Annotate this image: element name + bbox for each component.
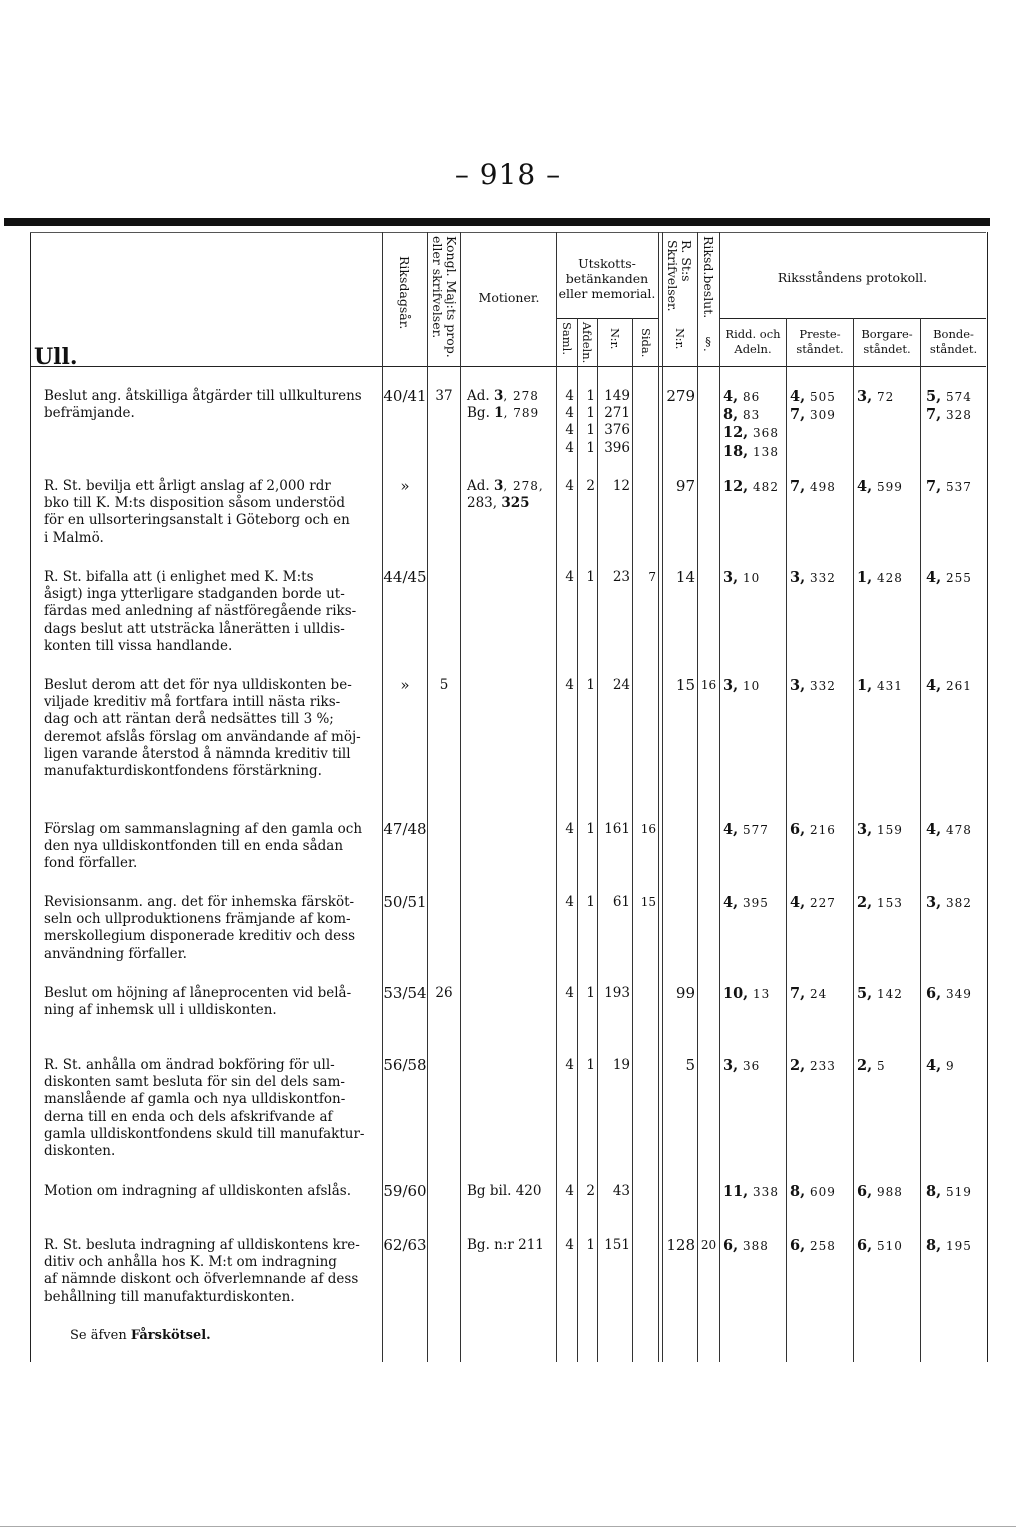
ridd-cell [723,478,779,496]
bonde-cell-value: 4, 261 [926,677,972,694]
col-line-6 [597,318,598,1362]
preste-cell-value: 6, 216 [790,821,836,838]
col-line-12 [853,318,854,1362]
ridd-cell-value: 6, 388 [723,1237,769,1254]
preste-cell-value: 8, 609 [790,1183,836,1200]
entry-text [44,1057,378,1160]
afd-cell-value: 2 [586,478,595,494]
nr-cell-value: 193 [604,985,630,1001]
entry-line: den nya ulldiskontfonden till en enda sådan [44,838,344,855]
saml-cell-value: 4 [565,1183,574,1199]
entry-text [44,985,378,1019]
header-rst-line1: R. St:s [679,240,694,282]
col-line-13 [920,318,921,1362]
bonde-cell [926,1237,972,1255]
header-top-line [30,232,986,233]
year-cell: » [400,477,410,495]
afd-cell-value: 2 [586,1183,595,1199]
preste-cell-value: 3, 332 [790,677,836,694]
motion-line: Ad. 3, 278, [467,478,544,494]
entry-line: dags beslut att utsträcka lånerätten i ulldis- [44,620,345,637]
afd-cell [578,985,595,1002]
ridd-cell [723,1057,760,1075]
afd-cell [578,1183,595,1200]
saml-cell-value: 4 [565,405,574,422]
preste-cell [790,388,836,424]
preste-cell [790,677,836,695]
afd-cell-value: 1 [586,821,595,837]
entry-text [44,478,378,547]
preste-cell [790,1183,836,1201]
year-cell: 56/58 [383,1056,427,1074]
afd-cell [578,821,595,838]
nr-cell-value: 12 [612,478,630,494]
col-line-8 [658,232,659,1362]
borgare-cell-value: 5, 142 [857,985,903,1002]
preste-cell [790,821,836,839]
preste-cell-value: 7, 309 [790,406,836,424]
year-cell: 62/63 [383,1236,427,1254]
saml-cell [557,821,574,838]
saml-cell [557,1183,574,1200]
ridd-cell-value: 12, 368 [723,424,779,442]
ridd-cell [723,569,760,587]
nr-cell [598,985,630,1002]
entry-line: Beslut ang. åtskilliga åtgärder till ullkulturens [44,388,362,404]
saml-cell-value: 4 [565,439,574,456]
section-title: Ull. [34,344,78,370]
saml-cell [557,569,574,586]
ridd-cell-value: 4, 577 [723,821,769,838]
entry-text [44,821,378,873]
bonde-cell-value: 5, 574 [926,388,972,405]
saml-cell [557,388,574,457]
nr-cell-value: 161 [604,821,630,837]
motion-cell [467,1183,541,1200]
bonde-cell-value: 7, 537 [926,478,972,495]
preste-cell-value: 2, 233 [790,1057,836,1074]
bonde-cell-value: 4, 478 [926,821,972,838]
year-cell: 40/41 [383,387,427,405]
ridd-cell [723,1237,769,1255]
bonde-cell-value: 7, 328 [926,406,972,424]
preste-cell [790,1237,836,1255]
nr-cell [598,478,630,495]
entry-line: Beslut derom att det för nya ulldiskonten be- [44,677,352,693]
preste-cell-value: 7, 498 [790,478,836,495]
nr-cell-value: 43 [612,1183,630,1199]
entry-line: ning af inhemsk ull i ulldiskonten. [44,1002,277,1019]
nr-cell-value: 24 [612,677,630,693]
header-utskotts-line1: Utskotts- [578,256,636,271]
borgare-cell [857,569,903,587]
borgare-cell [857,821,903,839]
bonde-cell-value: 8, 195 [926,1237,972,1254]
header-kongl-line1: Kongl. Maj:ts prop. [444,236,459,358]
ridd-cell [723,821,769,839]
col-line-10 [719,232,720,1362]
header-preste-line1: Preste- [799,327,841,341]
saml-cell [557,985,574,1002]
saml-cell-value: 4 [565,677,574,693]
entry-text [44,1237,378,1306]
see-also [70,1328,211,1343]
entry-line: R. St. anhålla om ändrad bokföring för ull- [44,1057,335,1073]
bonde-cell [926,677,972,695]
saml-cell [557,1237,574,1254]
entry-line: af nämnde diskont och öfverlemnande af dess [44,1271,359,1288]
entry-line: behållning till manufakturdiskonten. [44,1288,295,1305]
year-cell: 44/45 [383,568,427,586]
rst-cell: 279 [666,387,695,405]
bonde-cell [926,388,972,424]
saml-cell-value: 4 [565,422,574,439]
header-borgare [854,327,920,357]
afd-cell-value: 1 [586,1057,595,1073]
entry-line: viljade kreditiv må fortfara intill nästa riks- [44,694,341,711]
ridd-cell-value: 3, 36 [723,1057,761,1074]
ridd-cell-value: 18, 138 [723,442,779,460]
afd-cell [578,1057,595,1074]
header-utskotts-line3: eller memorial. [558,286,656,301]
prop-cell: 5 [439,677,449,693]
entry-line: deremot afslås förslag om användande af möj- [44,728,361,745]
bonde-cell [926,821,972,839]
ridd-cell [723,388,779,461]
col-line-3 [460,232,461,1362]
saml-cell [557,1057,574,1074]
motion-cell [467,388,539,422]
header-kongl [430,236,458,358]
borgare-cell [857,478,903,496]
motion-cell [467,1237,544,1254]
page-number: – 918 – [454,158,562,191]
header-utskotts [556,256,658,301]
nr-cell [598,1183,630,1200]
afd-cell [578,569,595,586]
col-line-5 [577,318,578,1362]
see-also-ref: Fårskötsel. [130,1328,211,1343]
rst-cell: 128 [666,1236,695,1254]
year-cell: 50/51 [383,893,427,911]
ridd-cell [723,985,770,1003]
entry-text [44,388,378,422]
entry-line: diskonten. [44,1143,116,1160]
nr-cell [598,894,630,911]
bonde-cell [926,478,972,496]
header-ridd-line2: Adeln. [734,342,772,356]
afd-cell-value: 1 [586,677,595,693]
header-utskotts-line2: betänkanden [565,271,649,286]
afd-cell-value: 1 [586,405,595,422]
preste-cell [790,985,827,1003]
borgare-cell [857,677,903,695]
ridd-cell-value: 4, 86 [723,388,761,405]
borgare-cell-value: 2, 153 [857,894,903,911]
entry-line: fond förfaller. [44,855,138,872]
rst-cell: 99 [675,984,695,1002]
col-line-7 [632,318,633,1362]
preste-cell [790,894,836,912]
borgare-cell-value: 4, 599 [857,478,903,495]
borgare-cell [857,388,894,406]
see-also-prefix: Se äfven [70,1328,127,1343]
nr-cell [598,569,630,586]
nr-cell-value: 23 [612,569,630,585]
motion-line: Ad. 3, 278 [467,388,539,404]
bonde-cell [926,1057,955,1075]
bonde-cell [926,894,972,912]
entry-line: befrämjande. [44,405,135,422]
entry-line: användning förfaller. [44,945,187,962]
borgare-cell-value: 2, 5 [857,1057,886,1074]
borgare-cell-value: 1, 431 [857,677,903,694]
rst-cell: 15 [675,676,695,694]
header-nr: N:r. [608,328,622,350]
saml-cell [557,478,574,495]
saml-cell-value: 4 [565,388,574,404]
header-bottom-line [30,366,986,367]
bonde-cell-value: 4, 9 [926,1057,955,1074]
motion-line: Bg. n:r 211 [467,1237,544,1253]
afd-cell-value: 1 [586,388,595,404]
borgare-cell [857,894,903,912]
motion-line: Bg bil. 420 [467,1183,542,1199]
borgare-cell-value: 3, 159 [857,821,903,838]
nr-cell-value: 396 [604,439,630,456]
preste-cell [790,1057,836,1075]
preste-cell [790,478,836,496]
motion-line: 283, 325 [467,495,530,512]
header-rst [665,240,693,312]
header-riksd-sign: §. [701,334,715,352]
bonde-cell-value: 3, 382 [926,894,972,911]
borgare-cell-value: 6, 988 [857,1183,903,1200]
ridd-cell [723,1183,779,1201]
entry-line: gamla ulldiskontfondens skuld till manufaktur- [44,1125,365,1142]
header-motioner: Motioner. [478,290,540,305]
entry-line: Revisionsanm. ang. det för inhemska färsköt- [44,894,355,910]
header-afdeln: Afdeln. [580,322,594,364]
utskotts-sub-line [556,318,658,319]
header-protokoll: Riksståndens protokoll. [777,270,928,285]
entry-line: R. St. besluta indragning af ulldiskontens kre- [44,1237,360,1253]
entry-line: R. St. bifalla att (i enlighet med K. M:ts [44,569,314,585]
header-riksdagsar: Riksdagsår. [397,256,412,330]
bonde-cell-value: 8, 519 [926,1183,972,1200]
afd-cell [578,478,595,495]
borgare-cell [857,985,903,1003]
year-cell: 47/48 [383,820,427,838]
afd-cell-value: 1 [586,894,595,910]
preste-cell-value: 6, 258 [790,1237,836,1254]
entry-line: färdas med anledning af nästföregående riks- [44,603,357,620]
nr-cell-value: 271 [604,405,630,422]
entry-line: ditiv och anhålla hos K. M:t om indragning [44,1254,337,1271]
afd-cell [578,677,595,694]
entry-line: merskollegium disponerade kreditiv och dess [44,928,356,945]
saml-cell-value: 4 [565,1057,574,1073]
nr-cell [598,388,630,457]
nr-cell-value: 376 [604,422,630,439]
bonde-cell [926,1183,972,1201]
beslut-cell: 20 [700,1238,717,1252]
ridd-cell-value: 8, 83 [723,406,761,424]
ridd-cell-value: 10, 13 [723,985,771,1002]
entry-line: Förslag om sammanslagning af den gamla och [44,821,363,837]
nr-cell-value: 19 [612,1057,630,1073]
entry-line: ligen varande återstod å nämnda kreditiv till [44,745,351,762]
saml-cell [557,677,574,694]
saml-cell-value: 4 [565,821,574,837]
afd-cell-value: 1 [586,439,595,456]
entry-line: manslående af gamla och nya ulldiskontfon- [44,1091,346,1108]
col-line-9 [697,232,698,1362]
afd-cell [578,894,595,911]
prop-cell: 26 [435,985,453,1001]
header-sida: Sida. [639,328,653,358]
beslut-cell: 16 [700,678,717,692]
afd-cell [578,388,595,457]
entry-line: dag och att räntan derå nedsättes till 3 %; [44,711,334,728]
preste-cell-value: 7, 24 [790,985,828,1002]
afd-cell-value: 1 [586,422,595,439]
nr-cell [598,1237,630,1254]
entry-line: R. St. bevilja ett årligt anslag af 2,000 rdr [44,478,331,494]
borgare-cell-value: 1, 428 [857,569,903,586]
entry-text [44,569,378,655]
entry-line: bko till K. M:ts disposition såsom understöd [44,495,346,512]
header-bonde-line1: Bonde- [933,327,974,341]
afd-cell-value: 1 [586,1237,595,1253]
nr-cell [598,821,630,838]
borgare-cell-value: 6, 510 [857,1237,903,1254]
preste-cell-value: 4, 227 [790,894,836,911]
afd-cell [578,1237,595,1254]
preste-cell [790,569,836,587]
rst-cell: 14 [675,568,695,586]
sida-cell: 16 [640,822,656,836]
header-ridd [720,327,786,357]
entry-line: derna till en enda och dels afskrifvande af [44,1108,333,1125]
nr-cell [598,1057,630,1074]
ridd-cell-value: 3, 10 [723,677,761,694]
year-cell: 59/60 [383,1182,427,1200]
bonde-cell [926,569,972,587]
bonde-cell-value: 4, 255 [926,569,972,586]
ridd-cell-value: 3, 10 [723,569,761,586]
entry-line: för en ullsorteringsanstalt i Göteborg och en [44,512,350,529]
ridd-cell-value: 11, 338 [723,1183,779,1200]
header-borgare-line1: Borgare- [861,327,913,341]
saml-cell-value: 4 [565,1237,574,1253]
header-rst-nr: N:r. [673,328,687,350]
motion-cell [467,478,544,512]
header-rst-line2: Skrifvelser. [665,240,680,312]
header-riksd: Riksd.beslut. [701,236,716,319]
borgare-cell-value: 3, 72 [857,388,895,405]
entry-line: åsigt) inga ytterligare stadganden borde ut- [44,586,345,603]
header-kongl-line2: eller skrifvelser. [430,236,445,339]
saml-cell-value: 4 [565,569,574,585]
header-preste-line2: ståndet. [796,342,844,356]
header-preste [787,327,853,357]
entry-text [44,1183,378,1200]
header-bonde-line2: ståndet. [929,342,978,356]
top-rule [4,218,990,226]
entry-line: seln och ullproduktionens främjande af kom- [44,911,351,928]
motion-line: Bg. 1, 789 [467,405,540,422]
sida-cell: 15 [640,895,656,909]
entry-text [44,894,378,963]
nr-cell-value: 149 [604,388,630,404]
saml-cell [557,894,574,911]
ridd-cell-value: 4, 395 [723,894,769,911]
entry-line: manufakturdiskontfondens förstärkning. [44,763,322,780]
borgare-cell [857,1057,886,1075]
sida-cell: 7 [648,570,656,584]
year-cell: » [400,676,410,694]
saml-cell-value: 4 [565,985,574,1001]
afd-cell-value: 1 [586,985,595,1001]
ridd-cell [723,894,769,912]
header-bonde [921,327,986,357]
ridd-cell-value: 12, 482 [723,478,779,495]
saml-cell-value: 4 [565,894,574,910]
bonde-cell-value: 6, 349 [926,985,972,1002]
borgare-cell [857,1237,903,1255]
saml-cell-value: 4 [565,478,574,494]
preste-cell-value: 3, 332 [790,569,836,586]
entry-line: i Malmö. [44,529,104,546]
prop-cell: 37 [435,388,453,404]
afd-cell-value: 1 [586,569,595,585]
header-borgare-line2: ståndet. [863,342,911,356]
year-cell: 53/54 [383,984,427,1002]
bonde-cell [926,985,972,1003]
nr-cell [598,677,630,694]
rst-cell: 5 [685,1056,695,1074]
entry-line: konten till vissa handlande. [44,637,233,654]
entry-line: Beslut om höjning af låneprocenten vid belå- [44,985,352,1001]
col-line-11 [786,318,787,1362]
rst-cell: 97 [675,477,695,495]
entry-text [44,677,378,780]
nr-cell-value: 151 [604,1237,630,1253]
entry-line: Motion om indragning af ulldiskonten afslås. [44,1183,351,1199]
borgare-cell [857,1183,903,1201]
nr-cell-value: 61 [612,894,630,910]
header-ridd-line1: Ridd. och [725,327,781,341]
header-saml: Saml. [560,322,574,355]
bottom-rule [0,1526,1016,1527]
preste-cell-value: 4, 505 [790,388,836,405]
entry-line: diskonten samt besluta för sin del dels sam- [44,1074,345,1091]
ridd-cell [723,677,760,695]
